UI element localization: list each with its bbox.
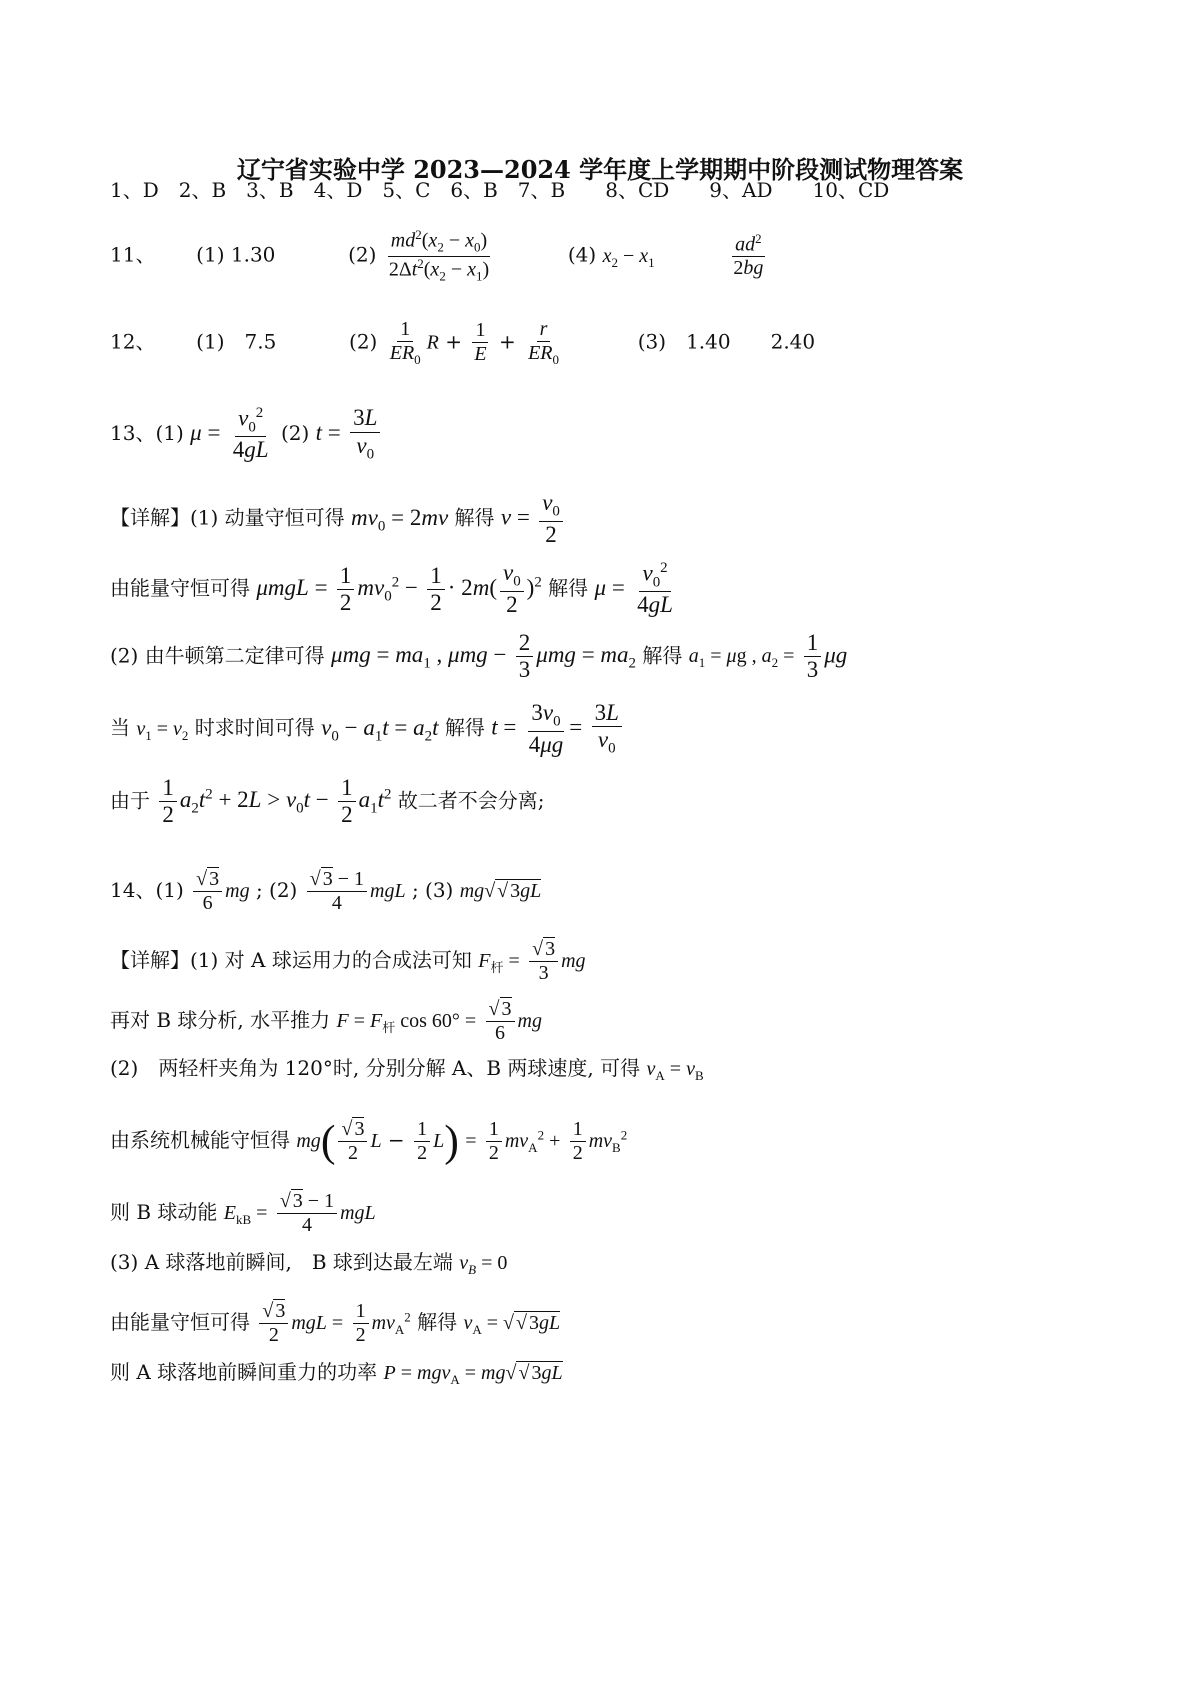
q13-p2: (2) <box>280 420 310 445</box>
q14-detail-4: 由系统机械能守恒得 mg( $\frac{√ 3}{2}$ L − $\frac{1}{2}$ L) = $\frac{1}{2}$ $mv_A^2$ + $\frac{1}{2}$ $mv_B^2$ <box>110 1116 628 1166</box>
q14-detail-2: 再对 B 球分析, 水平推力 $F = F_杆$ cos 60° = $\frac{√ 3}{6}$ mg <box>110 998 542 1044</box>
q14-detail-3: (2) 两轻杆夹角为 120°时, 分别分解 A、B 两球速度, 可得 $v_A = v_B$ <box>110 1056 704 1083</box>
q14-detail-7: 由能量守恒可得 $\frac{√ 3}{2}$ mgL = $\frac{1}{2}$ $mv_A^2$ 解得 $v_A$ = √ √ 3gL <box>110 1300 561 1346</box>
q11-p2: (2) <box>348 242 377 267</box>
page-title: 辽宁省实验中学 2023—2024 学年度上学期期中阶段测试物理答案 <box>236 155 964 184</box>
q14-detail-6: (3) A 球落地前瞬间, B 球到达最左端 $v_B = 0$ <box>110 1250 508 1277</box>
q11-formula-4: $\frac{ad^2}{2bg}$ <box>733 230 764 280</box>
q12-p3: (3) 1.40 2.40 <box>637 329 816 354</box>
choice-answers: 1、D 2、B 3、B 4、D 5、C 6、B 7、B 8、CD 9、AD 10、CD <box>110 178 890 202</box>
q13-line: 13、(1) μ = $\frac{v_0^2}{4gL}$ (2) t = $\frac{3L}{v_0}$ <box>110 405 383 464</box>
q12-num: 12、 <box>110 329 156 354</box>
q13-num: 13、(1) <box>110 420 184 445</box>
q13-detail-5: 由于 $\frac{1}{2}$ $a_2t^2 + 2L > v_0t$ − $\frac{1}{2}$ $a_1t^2$ 故二者不会分离; <box>110 775 545 828</box>
q14-detail-5: 则 B 球动能 $E_{kB}$ = $\frac{√ 3 - 1}{4}$ mgL <box>110 1190 376 1236</box>
q11-p1: (1) 1.30 <box>196 242 276 267</box>
q11-num: 11、 <box>110 242 156 267</box>
q12-p2: (2) <box>349 329 378 354</box>
q11-p4: (4) <box>567 242 597 267</box>
q14-detail-1: 【详解】(1) 对 A 球运用力的合成法可知 $F_杆$ = $\frac{√ 3}{3}$ mg <box>110 938 586 984</box>
q13-detail-3: (2) 由牛顿第二定律可得 $\mu mg = ma_1$ , μmg − $\frac{2}{3}$ $\mu mg = ma_2$ 解得 $a_1 = \mu g$ , $a_2$ = $\frac{1}{3}$ μg <box>110 630 848 683</box>
q13-detail-1: 【详解】(1) 动量守恒可得 $mv_0 = 2mv$ 解得 v = $\frac{v_0}{2}$ <box>110 490 566 548</box>
q11-formula-2: $\frac{md^2(x_2 - x_0)}{2\Delta t^2(x_2 - x_1)}$ <box>388 227 490 284</box>
q12-p1: (1) 7.5 <box>196 329 277 354</box>
q12-line: 12、 (1) 7.5 (2) $\frac{1}{ER_0}$ R + $\frac{1}{E}$ + $\frac{r}{ER_0}$ (3) 1.40 2.40 <box>110 318 816 367</box>
q11-line: 11、 (1) 1.30 (2) $\frac{md^2(x_2 - x_0)}{2\Delta t^2(x_2 - x_1)}$ (4) $x_2 - x_1$ $\frac{ad^2}{2bg}$ <box>110 228 769 284</box>
q13-detail-2: 由能量守恒可得 μmgL = $\frac{1}{2}$ $mv_0^2$ − $\frac{1}{2}$ · 2m( $\frac{v_0}{2}$ )$^2$ 解得 μ = $\frac{v_0^2}{4gL}$ <box>110 560 673 618</box>
q14-line: 14、(1) $\frac{√ 3}{6}$ mg ; (2) $\frac{√ 3 - 1}{4}$ mgL ; (3) mg√ √ 3gL <box>110 868 542 914</box>
q14-detail-8: 则 A 球落地前瞬间重力的功率 P = mgv$_A$ = mg√ √ 3gL <box>110 1360 563 1387</box>
q13-detail-4: 当 $v_1 = v_2$ 时求时间可得 $v_0 - a_1t = a_2t$ 解得 t = $\frac{3v_0}{4\mu g}$ = $\frac{3L}{v_0}$ <box>110 700 625 758</box>
q14-num: 14、(1) <box>110 878 184 902</box>
